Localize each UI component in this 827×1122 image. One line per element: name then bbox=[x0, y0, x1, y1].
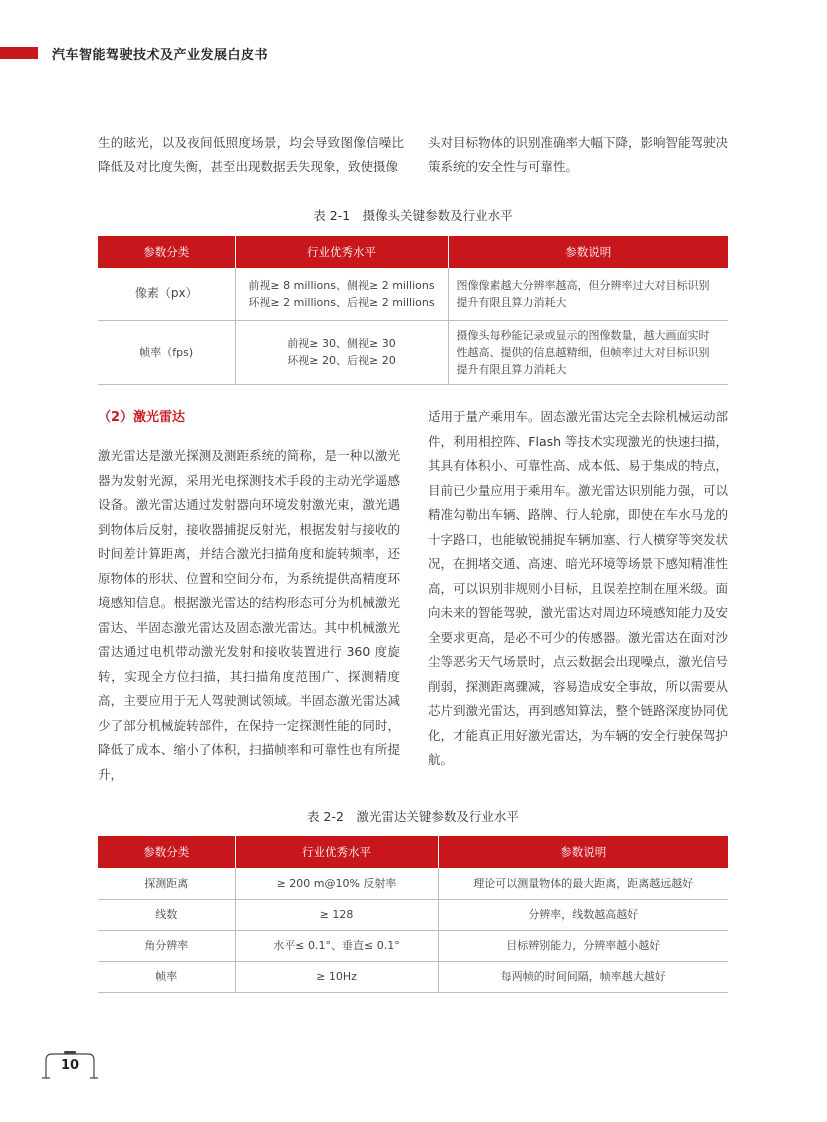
param-category: 帧率 bbox=[98, 961, 235, 992]
param-level: 水平≤ 0.1°、垂直≤ 0.1° bbox=[235, 930, 438, 961]
lidar-left-text: 激光雷达是激光探测及测距系统的简称，是一种以激光器为发射光源，采用光电探测技术手段的主动光学遥感设备。激光雷达通过发射器向环境发射激光束，激光遇到物体后反射，接收器捕捉反射光，根据发射与接收的时间差计算距离，并结合激光扫描角度和旋转频率，还原物体的形状、位置和空间分布，为系统提供高精度环境感知信息。根据激光雷达的结构形态可分为机械激光雷达、半固态激光雷达及固态激光雷达。其中机械激光雷达通过电机带动激光发射和接收装置进行 360 度旋转，实现全方位扫描，其扫描角度范围广、探测精度高，主要应用于无人驾驶测试领域。半固态激光雷达减少了部分机械旋转部件，在保持一定探测性能的同时，降低了成本、缩小了体积，扫描帧率和可靠性也有所提升， bbox=[98, 448, 400, 782]
table-row bbox=[98, 268, 728, 320]
header-accent-bar bbox=[0, 47, 38, 59]
table-header-cell: 参数分类 bbox=[98, 836, 235, 868]
lidar-left-paragraph bbox=[98, 444, 400, 787]
param-description: 分辨率，线数越高越好 bbox=[438, 899, 728, 930]
param-description: 目标辨别能力，分辨率越小越好 bbox=[438, 930, 728, 961]
lidar-params-table bbox=[98, 836, 728, 993]
camera-params-table bbox=[98, 236, 728, 385]
param-description: 理论可以测量物体的最大距离，距离越远越好 bbox=[438, 868, 728, 899]
table-row bbox=[98, 320, 728, 384]
param-level-line: 环视≥ 20、后视≥ 20 bbox=[287, 354, 396, 367]
page-number: 10 bbox=[60, 1058, 80, 1073]
intro-left-text: 生的眩光，以及夜间低照度场景，均会导致图像信噪比降低及对比度失衡，甚至出现数据丢失现象，致使摄像 bbox=[98, 135, 404, 174]
param-description: 图像像素越大分辨率越高，但分辨率过大对目标识别提升有限且算力消耗大 bbox=[448, 268, 728, 320]
param-category: 探测距离 bbox=[98, 868, 235, 899]
param-description: 每两帧的时间间隔，帧率越大越好 bbox=[438, 961, 728, 992]
param-level bbox=[235, 320, 448, 384]
param-description: 摄像头每秒能记录或显示的图像数量，越大画面实时性越高、提供的信息越精细，但帧率过大对目标识别提升有限且算力消耗大 bbox=[448, 320, 728, 384]
param-level bbox=[235, 268, 448, 320]
table-header-row bbox=[98, 236, 728, 268]
table1-caption: 表 2-1 摄像头关键参数及行业水平 bbox=[313, 208, 513, 223]
table-row bbox=[98, 961, 728, 992]
param-category: 角分辨率 bbox=[98, 930, 235, 961]
param-level: ≥ 10Hz bbox=[235, 961, 438, 992]
param-level: ≥ 128 bbox=[235, 899, 438, 930]
table-row bbox=[98, 868, 728, 899]
intro-right-text: 头对目标物体的识别准确率大幅下降，影响智能驾驶决策系统的安全性与可靠性。 bbox=[428, 135, 729, 174]
param-level-line: 前视≥ 8 millions、侧视≥ 2 millions bbox=[248, 278, 435, 292]
param-category: 线数 bbox=[98, 899, 235, 930]
intro-left-paragraph bbox=[98, 131, 404, 179]
table-header-cell: 参数说明 bbox=[438, 836, 728, 868]
table-header-cell: 行业优秀水平 bbox=[235, 236, 448, 268]
param-level: ≥ 200 m@10% 反射率 bbox=[235, 868, 438, 899]
param-level-line: 前视≥ 30、侧视≥ 30 bbox=[287, 337, 396, 350]
section-heading: （2）激光雷达 bbox=[98, 410, 186, 425]
param-category: 帧率（fps) bbox=[98, 320, 235, 384]
lidar-right-paragraph bbox=[428, 405, 728, 773]
table-header-cell: 行业优秀水平 bbox=[235, 836, 438, 868]
table-header-row bbox=[98, 836, 728, 868]
table2-caption: 表 2-2 激光雷达关键参数及行业水平 bbox=[307, 809, 519, 824]
table-header-cell: 参数分类 bbox=[98, 236, 235, 268]
document-title: 汽车智能驾驶技术及产业发展白皮书 bbox=[52, 48, 269, 63]
lidar-right-text: 适用于量产乘用车。固态激光雷达完全去除机械运动部件，利用相控阵、Flash 等技术实现激光的快速扫描，其具有体积小、可靠性高、成本低、易于集成的特点，目前已少量应用于乘用车。激光雷达识别能力强，可以精准勾勒出车辆、路牌、行人轮廓，即使在车水马龙的十字路口，也能敏锐捕捉车辆加塞、行人横穿等突发状况，在拥堵交通、高速、暗光环境等场景下感知精准性高，可以识别非规则小目标，且误差控制在厘米级。面向未来的智能驾驶，激光雷达对周边环境感知能力及安全要求更高，是必不可少的传感器。激光雷达在面对沙尘等恶劣天气场景时，点云数据会出现噪点，激光信号削弱，探测距离骤减，容易造成安全事故，所以需要从芯片到激光雷达，再到感知算法，整个链路深度协同优化，才能真正用好激光雷达，为车辆的安全行驶保驾护航。 bbox=[428, 409, 729, 767]
table-header-cell: 参数说明 bbox=[448, 236, 728, 268]
table-row bbox=[98, 930, 728, 961]
table-row bbox=[98, 899, 728, 930]
param-category: 像素（px） bbox=[98, 268, 235, 320]
param-level-line: 环视≥ 2 millions、后视≥ 2 millions bbox=[248, 295, 435, 309]
intro-right-paragraph bbox=[428, 131, 728, 179]
